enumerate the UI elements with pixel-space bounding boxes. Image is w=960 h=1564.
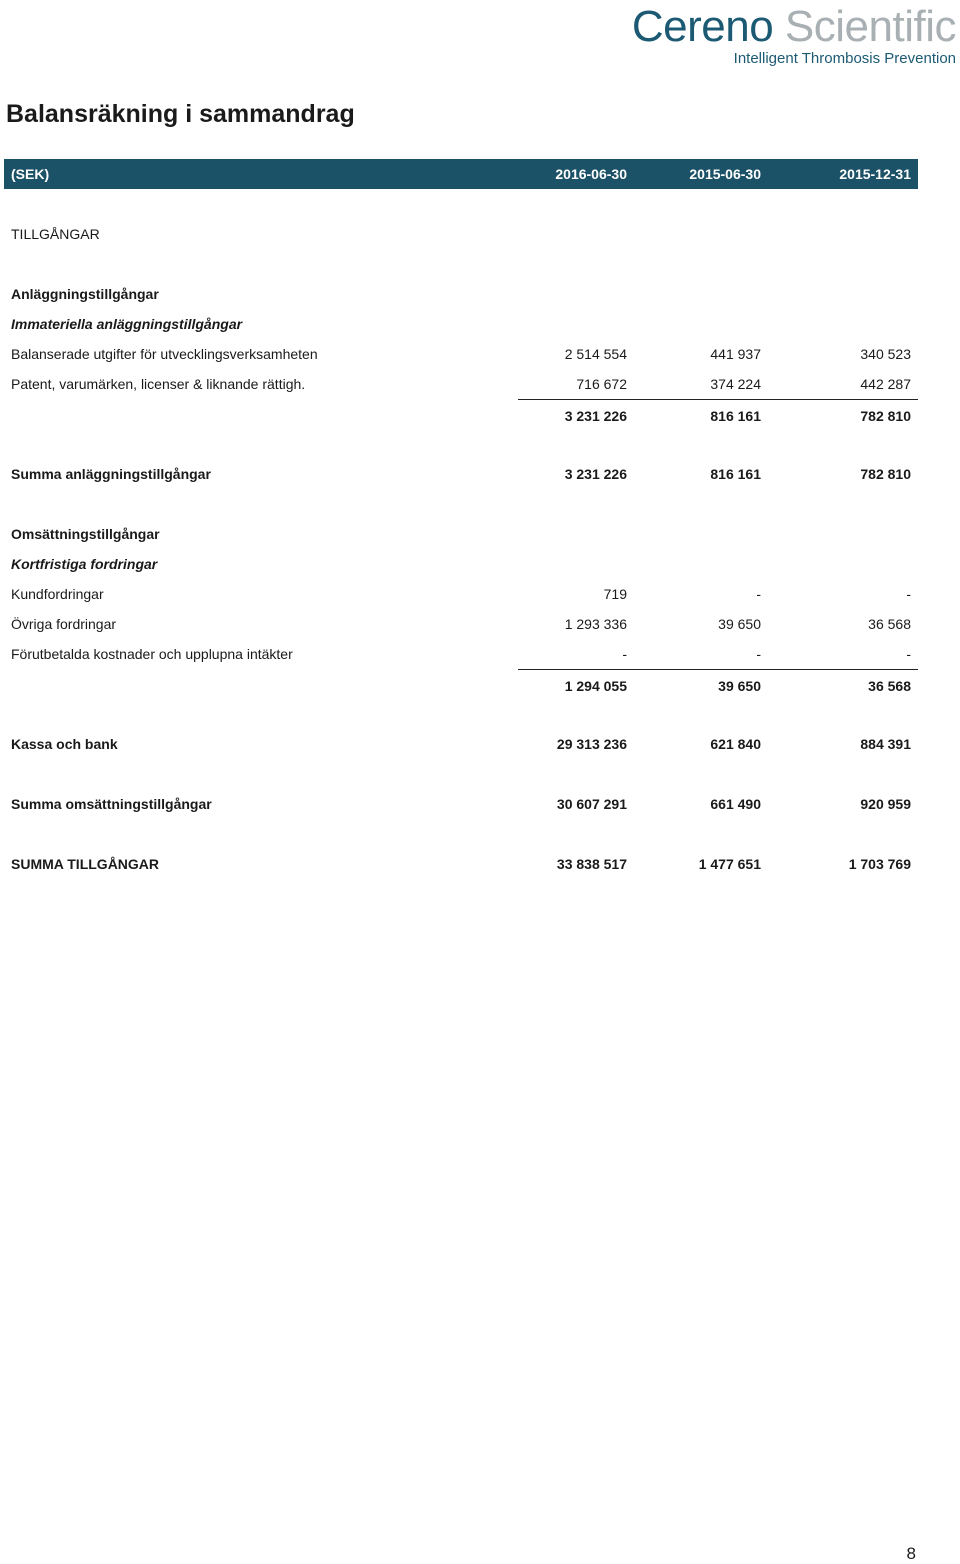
row-label: Patent, varumärken, licenser & liknande rättigh. — [11, 376, 306, 392]
row-value-2015-06-30: 1 477 651 — [698, 856, 761, 872]
row-label: Summa omsättningstillgångar — [11, 796, 212, 812]
spacer-row — [4, 699, 918, 729]
row-value-2015-12-31: 920 959 — [860, 796, 911, 812]
spacer-row — [4, 759, 918, 789]
row-value-2015-12-31: 782 810 — [860, 466, 911, 482]
section-heading-tillgangar: TILLGÅNGAR — [11, 226, 100, 242]
row-value-2015-12-31: 442 287 — [860, 376, 911, 392]
row-value-2015-12-31: 884 391 — [860, 736, 911, 752]
table-row — [4, 369, 918, 399]
row-value-2016-06-30: 33 838 517 — [556, 856, 627, 872]
header-col-2015-12-31: 2015-12-31 — [839, 166, 911, 182]
subtotal-row — [4, 669, 918, 699]
row-label: Förutbetalda kostnader och upplupna intäkter — [11, 646, 293, 662]
subtotal-value-2015-06-30: 816 161 — [710, 408, 761, 424]
row-value-2016-06-30: 719 — [603, 586, 627, 602]
total-row — [4, 789, 918, 819]
subgroup-heading-row — [4, 309, 918, 339]
subtotal-value-2016-06-30: 3 231 226 — [564, 408, 627, 424]
row-value-2016-06-30: 30 607 291 — [556, 796, 627, 812]
logo-tagline: Intelligent Thrombosis Prevention — [733, 50, 956, 67]
row-value-2015-06-30: 621 840 — [710, 736, 761, 752]
row-label: SUMMA TILLGÅNGAR — [11, 856, 160, 872]
row-label: Övriga fordringar — [11, 616, 117, 632]
spacer-row — [4, 249, 918, 279]
row-label: Balanserade utgifter för utvecklingsverksamheten — [11, 346, 318, 362]
row-value-2015-12-31: - — [906, 646, 911, 662]
row-value-2015-06-30: 441 937 — [710, 346, 761, 362]
subtotal-row — [4, 399, 918, 429]
group-heading-row — [4, 279, 918, 309]
row-value-2016-06-30: - — [622, 646, 627, 662]
subgroup-heading-immateriella: Immateriella anläggningstillgångar — [11, 316, 243, 332]
row-value-2015-06-30: - — [756, 586, 761, 602]
header-unit: (SEK) — [11, 166, 50, 182]
total-row — [4, 459, 918, 489]
logo-name-part2: Scientific — [784, 2, 956, 51]
row-value-2016-06-30: 29 313 236 — [556, 736, 627, 752]
logo-wordmark — [600, 0, 960, 52]
row-value-2015-12-31: 36 568 — [868, 616, 911, 632]
header-col-2016-06-30: 2016-06-30 — [555, 166, 627, 182]
table-row — [4, 579, 918, 609]
subtotal-value-2015-12-31: 782 810 — [860, 408, 911, 424]
subtotal-divider — [518, 669, 918, 670]
spacer-row — [4, 429, 918, 459]
row-value-2015-06-30: 39 650 — [718, 616, 761, 632]
row-label: Kundfordringar — [11, 586, 104, 602]
row-value-2015-06-30: 816 161 — [710, 466, 761, 482]
group-heading-omsattning: Omsättningstillgångar — [11, 526, 160, 542]
spacer-row — [4, 189, 918, 219]
row-value-2015-06-30: 374 224 — [710, 376, 761, 392]
row-value-2016-06-30: 2 514 554 — [564, 346, 627, 362]
balance-sheet-table — [4, 159, 918, 879]
subtotal-value-2015-06-30: 39 650 — [718, 678, 761, 694]
table-header-row — [4, 159, 918, 189]
row-label: Kassa och bank — [11, 736, 118, 752]
grand-total-row — [4, 849, 918, 879]
row-value-2016-06-30: 1 293 336 — [564, 616, 627, 632]
row-value-2015-12-31: - — [906, 586, 911, 602]
group-heading-anlaggning: Anläggningstillgångar — [11, 286, 159, 302]
spacer-row — [4, 819, 918, 849]
logo-name-part1: Cereno — [631, 2, 774, 51]
page-title: Balansräkning i sammandrag — [6, 100, 355, 128]
row-value-2016-06-30: 3 231 226 — [564, 466, 627, 482]
table-row — [4, 609, 918, 639]
row-value-2016-06-30: 716 672 — [576, 376, 627, 392]
table-row — [4, 339, 918, 369]
row-value-2015-12-31: 1 703 769 — [848, 856, 911, 872]
header-col-2015-06-30: 2015-06-30 — [689, 166, 761, 182]
company-logo — [600, 0, 960, 67]
page-number: 8 — [906, 1544, 916, 1563]
subtotal-value-2016-06-30: 1 294 055 — [564, 678, 627, 694]
spacer-row — [4, 489, 918, 519]
section-heading-row — [4, 219, 918, 249]
subgroup-heading-row — [4, 549, 918, 579]
table-row — [4, 639, 918, 669]
row-value-2015-06-30: 661 490 — [710, 796, 761, 812]
row-value-2015-06-30: - — [756, 646, 761, 662]
subgroup-heading-kortfristiga: Kortfristiga fordringar — [11, 556, 158, 572]
subtotal-divider — [518, 399, 918, 400]
total-row — [4, 729, 918, 759]
row-label: Summa anläggningstillgångar — [11, 466, 211, 482]
subtotal-value-2015-12-31: 36 568 — [868, 678, 911, 694]
group-heading-row — [4, 519, 918, 549]
row-value-2015-12-31: 340 523 — [860, 346, 911, 362]
